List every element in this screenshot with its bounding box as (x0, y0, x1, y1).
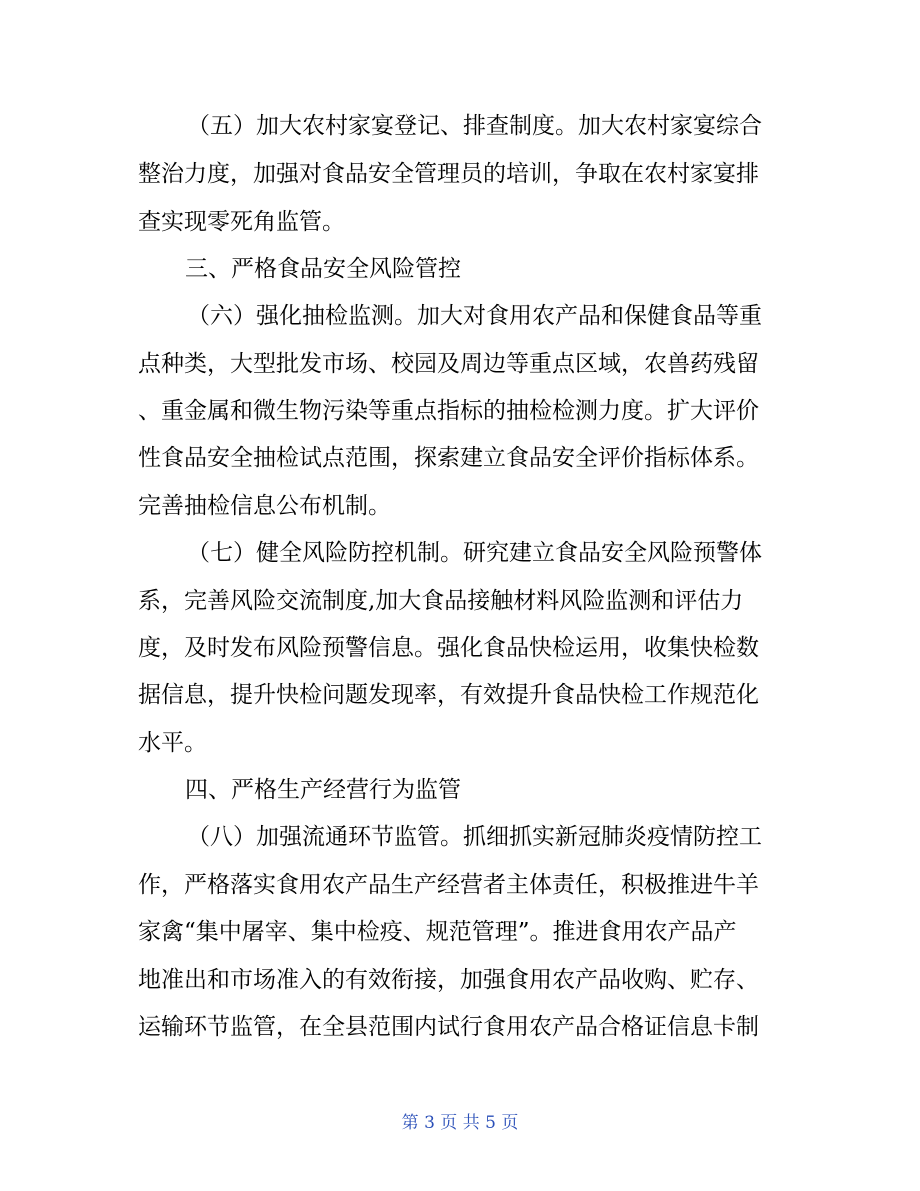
text-line-content: 整治力度，加强对食品安全管理员的培训，争取在农村家宴排 (138, 161, 759, 187)
text-line-content: 性食品安全抽检试点范围，探索建立食品安全评价指标体系。 (138, 445, 759, 471)
text-line-content: 家禽“集中屠宰、集中检疫、规范管理”。推进食用农产品产 (138, 919, 737, 945)
text-line-content: （五）加大农村家宴登记、排查制度。加大农村家宴综合 (187, 113, 762, 139)
section-heading-text: 三、严格食品安全风险管控 (185, 256, 461, 282)
text-line-content: （七）健全风险防控机制。研究建立食品安全风险预警体 (187, 540, 762, 566)
text-line-content: （八）加强流通环节监管。抓细抓实新冠肺炎疫情防控工 (187, 824, 762, 850)
text-line-content: （六）强化抽检监测。加大对食用农产品和保健食品等重 (187, 303, 762, 329)
text-line-content: 查实现零死角监管。 (138, 209, 345, 235)
text-line-content: 水平。 (138, 730, 207, 756)
text-line-content: 据信息，提升快检问题发现率，有效提升食品快检工作规范化 (138, 682, 759, 708)
text-line-content: 、重金属和微生物污染等重点指标的抽检检测力度。扩大评价 (138, 398, 759, 424)
section-heading-text: 四、严格生产经营行为监管 (185, 777, 461, 803)
text-line-content: 作，严格落实食用农产品生产经营者主体责任，积极推进牛羊 (138, 872, 759, 898)
text-line-content: 运输环节监管，在全县范围内试行食用农产品合格证信息卡制 (138, 1014, 759, 1040)
text-line-content: 点种类，大型批发市场、校园及周边等重点区域，农兽药残留 (138, 351, 759, 377)
text-line-content: 地准出和市场准入的有效衔接，加强食用农产品收购、贮存、 (138, 967, 759, 993)
text-line-content: 完善抽检信息公布机制。 (138, 493, 391, 519)
page-number-footer: 第 3 页 共 5 页 (401, 1113, 519, 1133)
text-line-content: 度，及时发布风险预警信息。强化食品快检运用，收集快检数 (138, 635, 759, 661)
text-line-content: 系，完善风险交流制度,加大食品接触材料风险监测和评估力 (138, 588, 744, 614)
